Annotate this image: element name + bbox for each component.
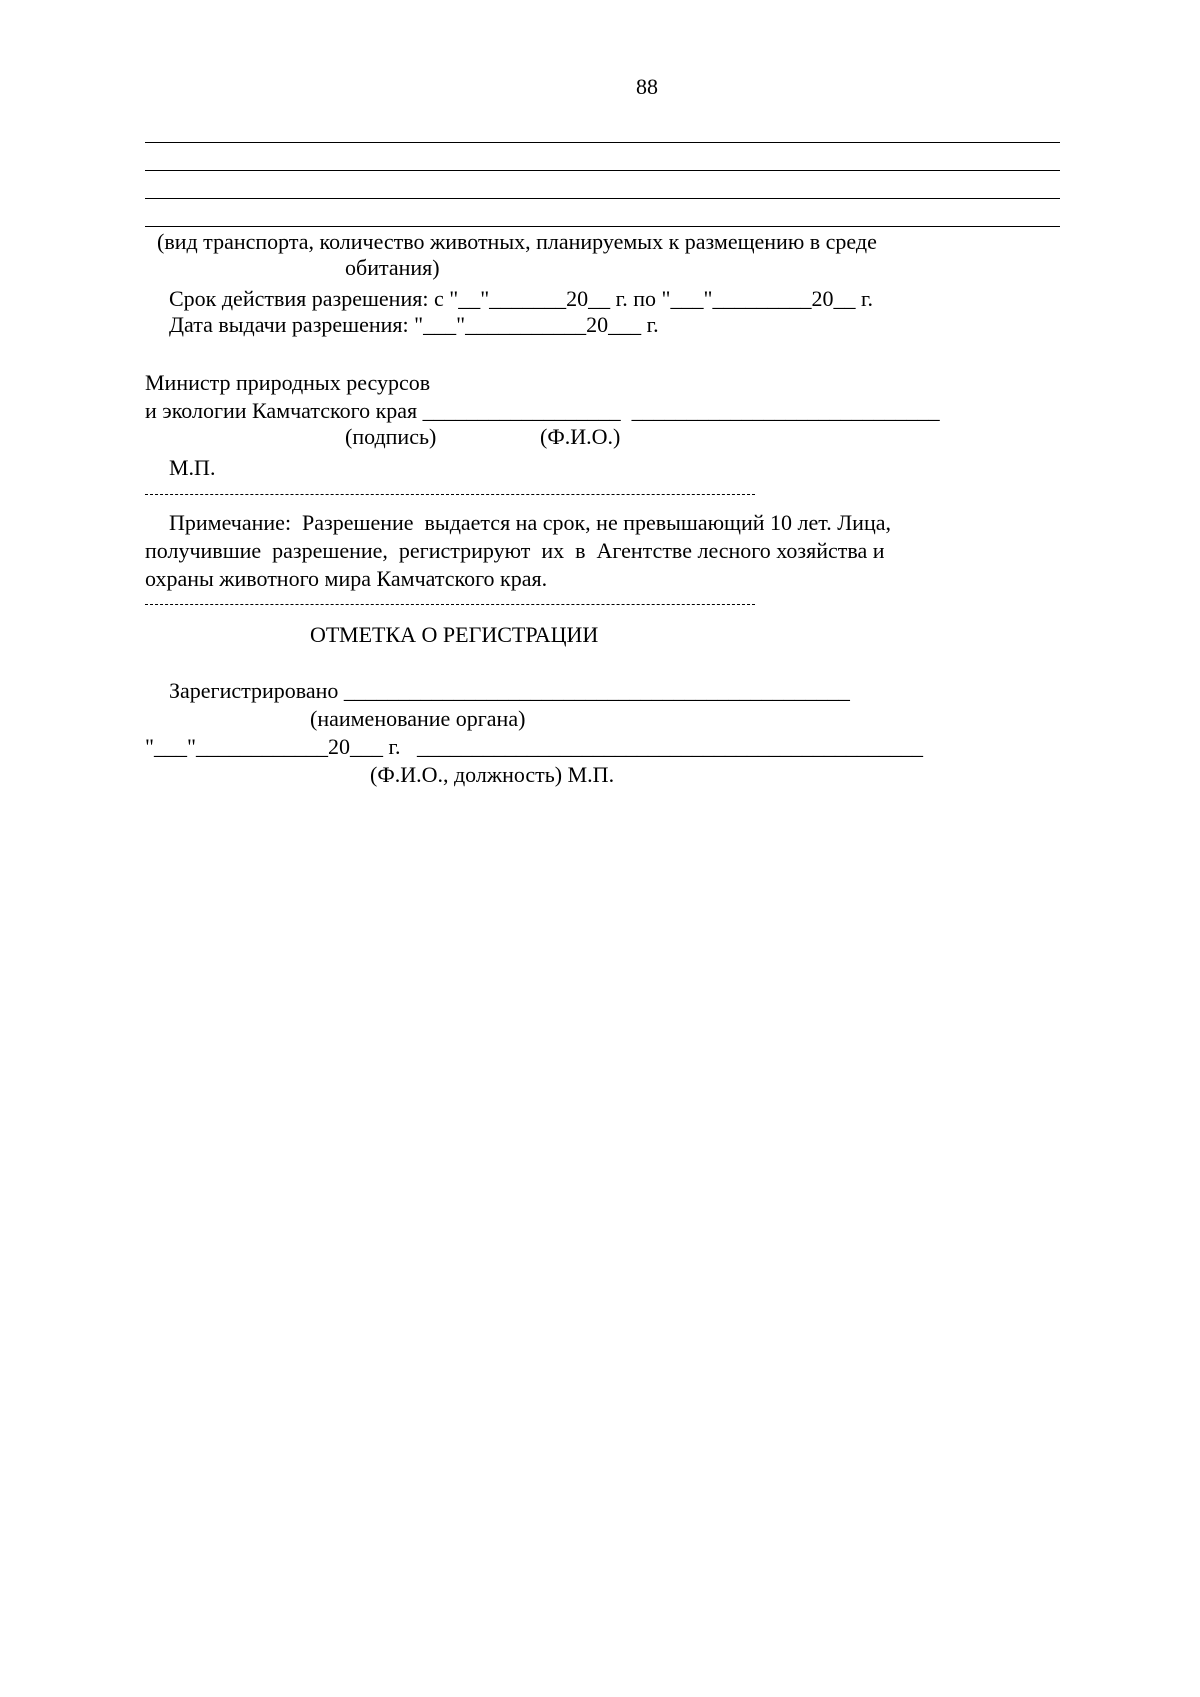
validity-period-line: Срок действия разрешения: с "__"_______20__ г. по "___"_________20__ г. <box>169 286 873 311</box>
page-number: 88 <box>636 74 658 99</box>
issue-date-line: Дата выдачи разрешения: "___"___________20___ г. <box>169 312 659 337</box>
separator-top <box>145 494 755 495</box>
separator-bottom <box>145 604 755 605</box>
note-line-2: получившие разрешение, регистрируют их в Агентстве лесного хозяйства и <box>145 538 885 563</box>
transport-caption: (вид транспорта, количество животных, планируемых к размещению в среде <box>157 229 877 254</box>
signature-caption: (подпись) <box>345 424 437 449</box>
registered-line: Зарегистрировано ______________________________________________ <box>169 678 850 703</box>
registration-date-line: "___"____________20___ г. ______________________________________________ <box>145 734 924 759</box>
note-line-1: Примечание: Разрешение выдается на срок, не превышающий 10 лет. Лица, <box>169 510 891 535</box>
authority-caption: (наименование органа) <box>310 706 526 731</box>
seal-label: М.П. <box>169 455 216 480</box>
note-line-3: охраны животного мира Камчатского края. <box>145 566 548 591</box>
blank-line-1 <box>145 142 1060 143</box>
registration-heading: ОТМЕТКА О РЕГИСТРАЦИИ <box>310 622 599 647</box>
minister-signature-line: и экологии Камчатского края __________________ ____________________________ <box>145 398 940 423</box>
blank-line-3 <box>145 198 1060 199</box>
transport-caption-continued: обитания) <box>345 255 440 280</box>
name-caption: (Ф.И.О.) <box>540 424 621 449</box>
minister-title: Министр природных ресурсов <box>145 370 431 395</box>
blank-line-4 <box>145 226 1060 227</box>
official-caption: (Ф.И.О., должность) М.П. <box>370 762 615 787</box>
blank-line-2 <box>145 170 1060 171</box>
